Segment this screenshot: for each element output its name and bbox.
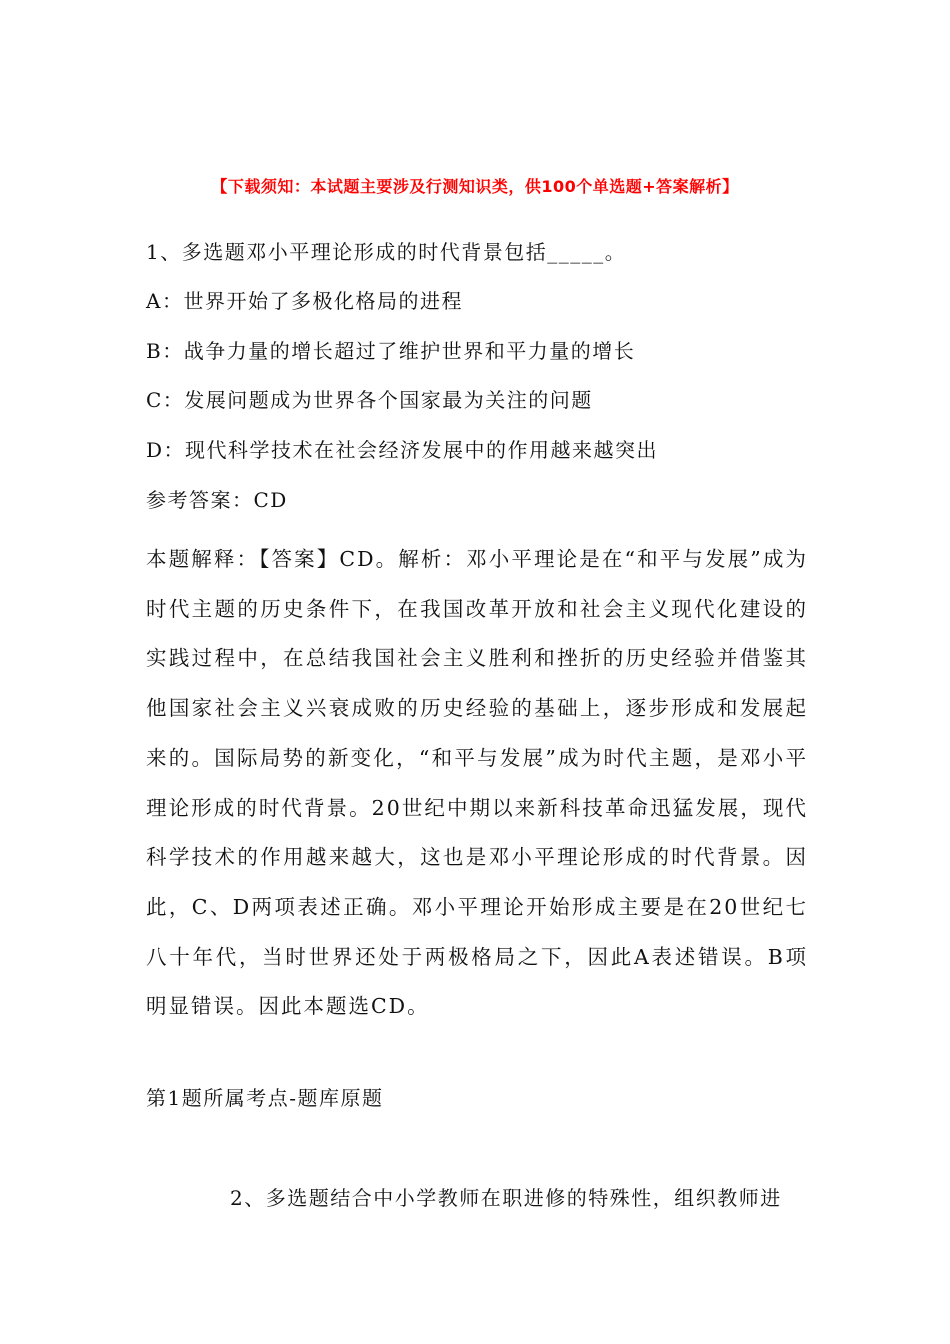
question-1-text: 1、多选题邓小平理论形成的时代背景包括_____。 [146, 240, 627, 264]
option-a: A：世界开始了多极化格局的进程 [146, 289, 463, 313]
question-2-text: 2、多选题结合中小学教师在职进修的特殊性，组织教师进 [230, 1186, 782, 1210]
option-d: D：现代科学技术在社会经济发展中的作用越来越突出 [146, 438, 659, 462]
download-notice: 【下载须知：本试题主要涉及行测知识类，供100个单选题+答案解析】 [211, 177, 739, 196]
option-c: C：发展问题成为世界各个国家最为关注的问题 [146, 388, 593, 412]
option-b: B：战争力量的增长超过了维护世界和平力量的增长 [146, 339, 636, 363]
topic-label: 第1题所属考点-题库原题 [146, 1086, 384, 1110]
explanation-paragraph: 本题解释：【答案】CD。解析：邓小平理论是在“和平与发展”成为时代主题的历史条件下，在我国改革开放和社会主义现代化建设的实践过程中，在总结我国社会主义胜利和挫折的历史经验并借鉴其他国家社会主义兴衰成败的历史经验的基础上，逐步形成和发展起来的。国际局势的新变化，“和平与发展”成为时代主题，是邓小平理论形成的时代背景。20世纪中期以来新科技革命迅猛发展，现代科学技术的作用越来越大，这也是邓小平理论形成的时代背景。因此，C、D两项表述正确。邓小平理论开始形成主要是在20世纪七八十年代，当时世界还处于两极格局之下，因此A表述错误。B项明显错误。因此本题选CD。 [146, 547, 808, 1019]
reference-answer: 参考答案：CD [146, 488, 288, 512]
